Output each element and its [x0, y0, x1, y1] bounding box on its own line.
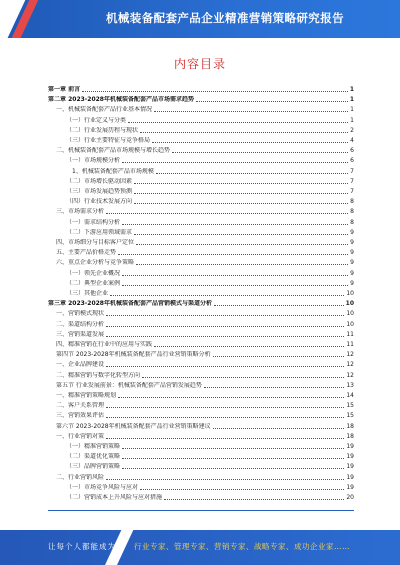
toc-entry[interactable]: [48, 359, 354, 369]
toc-page-number: 11: [346, 330, 354, 338]
toc-entry[interactable]: [48, 482, 354, 492]
toc-dot-leader: [122, 448, 344, 449]
toc-dot-leader: [196, 101, 348, 102]
toc-entry[interactable]: [48, 410, 354, 420]
toc-heading: 内容目录: [173, 57, 226, 71]
toc-page-number: 10: [346, 290, 354, 297]
toc-entry[interactable]: [48, 441, 354, 451]
toc-dot-leader: [156, 173, 348, 174]
toc-entry-title: 一、营销模式现状: [56, 310, 105, 318]
toc-entry[interactable]: [48, 155, 354, 165]
toc-page-number: 9: [350, 279, 354, 287]
toc-entry-title: 第三章 2023-2028年机械装备配套产品营销模式与渠道分析: [48, 300, 212, 308]
toc-entry-title: 一、企业品牌建设: [56, 361, 105, 369]
toc-entry-title: 一、精准营销策略规划: [56, 392, 117, 399]
toc-entry-title: （二）渠道优化策略: [66, 453, 121, 461]
toc-dot-leader: [152, 142, 348, 143]
toc-entry[interactable]: [48, 380, 354, 390]
toc-entry-title: （二）下游应用领域需求: [66, 228, 133, 236]
toc-entry[interactable]: [48, 237, 354, 247]
toc-page-number: 4: [350, 137, 354, 144]
toc-entry-title: （一）精准营销策略: [66, 443, 121, 450]
toc-entry-title: 第五节 行业发展前景：机械装备配套产品营销发展趋势: [56, 381, 202, 389]
toc-entry[interactable]: [48, 257, 354, 267]
toc-entry-title: （一）市场规模分析: [66, 157, 121, 165]
table-of-contents: [48, 84, 354, 502]
toc-entry-title: （一）行业定义与分类: [66, 116, 127, 124]
toc-page-number: 14: [346, 392, 354, 399]
toc-page-number: 1: [350, 106, 354, 114]
footer-slogan: 让每个人都能成为: [48, 542, 116, 551]
toc-dot-leader: [110, 295, 344, 296]
toc-page-number: 1: [349, 86, 354, 93]
toc-page-number: 10: [346, 310, 354, 318]
toc-entry-title: （一）领先企业概况: [66, 269, 121, 277]
toc-entry[interactable]: [48, 125, 354, 135]
toc-page-number: 2: [350, 126, 354, 134]
toc-page-number: 8: [350, 198, 354, 206]
toc-entry-title: （二）市场增长驱动因素: [66, 177, 133, 185]
toc-entry-title: 五、主要产品价格走势: [56, 249, 117, 257]
toc-entry-title: 二、精准营销与数字化转型方向: [56, 371, 141, 379]
toc-entry-title: 三、市场需求分析: [56, 208, 105, 216]
toc-dot-leader: [122, 224, 348, 225]
toc-entry[interactable]: [48, 247, 354, 257]
toc-page-number: 8: [350, 208, 354, 216]
toc-entry[interactable]: [48, 461, 354, 471]
toc-entry-title: （一）需求结构分析: [66, 218, 121, 226]
toc-entry[interactable]: [48, 176, 354, 186]
toc-dot-leader: [122, 162, 348, 163]
toc-page-number: 20: [346, 494, 354, 501]
toc-page-number: 8: [350, 218, 354, 226]
toc-page-number: 6: [350, 147, 354, 155]
toc-page-number: 15: [346, 402, 354, 410]
toc-entry-title: 二、渠道结构分析: [56, 320, 105, 328]
toc-entry-title: 四、市场细分与目标客户定位: [56, 239, 135, 246]
toc-dot-leader: [106, 479, 344, 480]
footer-banner: [0, 530, 400, 565]
toc-dot-leader: [106, 438, 344, 439]
toc-entry[interactable]: [48, 349, 354, 359]
toc-dot-leader: [214, 305, 344, 306]
toc-page-number: 18: [346, 432, 354, 440]
toc-page-number: 11: [346, 341, 354, 348]
toc-dot-leader: [122, 285, 348, 286]
toc-page-number: 19: [346, 463, 354, 471]
toc-page-number: 9: [350, 249, 354, 257]
toc-entry-title: 一、行业营销对策: [56, 432, 105, 440]
toc-dot-leader: [106, 315, 344, 316]
toc-entry-title: 三、营销渠道发展: [56, 330, 105, 338]
toc-entry[interactable]: [48, 431, 354, 441]
toc-entry[interactable]: [48, 492, 354, 502]
toc-dot-leader: [140, 132, 348, 133]
toc-page-number: 19: [346, 483, 354, 491]
toc-entry-title: 第一章 前言: [48, 86, 81, 93]
toc-dot-leader: [213, 356, 345, 357]
toc-entry[interactable]: [48, 278, 354, 288]
toc-dot-leader: [122, 458, 344, 459]
toc-entry-title: 第四节 2023-2028年机械装备配套产品行业营销策略分析: [56, 351, 211, 359]
toc-page-number: 9: [350, 269, 354, 277]
toc-entry-title: 三、营销效果评估: [56, 412, 105, 420]
toc-dot-leader: [118, 254, 348, 255]
toc-page-number: 9: [350, 239, 354, 246]
toc-dot-leader: [106, 213, 348, 214]
toc-dot-leader: [134, 234, 348, 235]
toc-entry[interactable]: [48, 288, 354, 298]
toc-entry[interactable]: [48, 104, 354, 114]
toc-page-number: 7: [350, 177, 354, 185]
toc-entry-title: （三）市场发展趋势预测: [66, 188, 133, 195]
toc-entry-title: 一、机械装备配套产品行业基本情况: [56, 106, 153, 114]
toc-dot-leader: [106, 366, 344, 367]
toc-entry[interactable]: [48, 115, 354, 125]
toc-dot-leader: [82, 91, 348, 92]
footer-roles: 行业专家、管理专家、营销专家、战略专家、成功企业家……: [134, 542, 350, 551]
toc-entry-title: 第六节 2023-2028年机械装备配套产品行业营销策略建议: [56, 422, 211, 430]
toc-entry-title: 1、机械装备配套产品市场规模: [72, 167, 154, 175]
toc-entry[interactable]: [48, 135, 354, 145]
toc-page-number: 7: [350, 167, 354, 175]
toc-dot-leader: [106, 417, 344, 418]
toc-entry[interactable]: [48, 472, 354, 482]
toc-dot-leader: [213, 428, 345, 429]
toc-page-number: 13: [346, 381, 354, 389]
toc-entry-title: （二）行业发展历程与现状: [66, 126, 139, 134]
toc-entry[interactable]: [48, 227, 354, 237]
toc-dot-leader: [136, 244, 348, 245]
toc-page-number: 1: [350, 116, 354, 124]
toc-entry[interactable]: [48, 329, 354, 339]
toc-entry-title: （三）品牌营销策略: [66, 463, 121, 471]
toc-dot-leader: [122, 468, 344, 469]
toc-entry[interactable]: [48, 145, 354, 155]
toc-dot-leader: [106, 336, 344, 337]
toc-entry-title: （三）行业主要特征与竞争格局: [66, 137, 151, 144]
toc-dot-leader: [204, 387, 344, 388]
toc-entry[interactable]: [48, 370, 354, 380]
toc-entry-title: （一）市场竞争风险与应对: [66, 483, 139, 491]
toc-dot-leader: [128, 122, 348, 123]
toc-page-number: 12: [346, 371, 354, 379]
toc-entry[interactable]: [48, 451, 354, 461]
toc-entry[interactable]: [48, 217, 354, 227]
toc-entry[interactable]: [48, 298, 354, 308]
toc-dot-leader: [118, 397, 344, 398]
toc-page-number: 7: [350, 188, 354, 195]
toc-page-number: 19: [346, 443, 354, 450]
toc-page-number: 9: [350, 259, 354, 267]
toc-page-number: 18: [346, 422, 354, 430]
toc-entry[interactable]: [48, 319, 354, 329]
toc-entry-title: （二）典型企业案例: [66, 279, 121, 287]
toc-entry[interactable]: [48, 206, 354, 216]
toc-entry-title: 二、机械装备配套产品市场规模与增长趋势: [56, 147, 171, 155]
toc-entry-title: 六、重点企业分析与竞争策略: [56, 259, 135, 267]
report-title: 机械装备配套产品企业精准营销策略研究报告: [106, 11, 344, 25]
toc-entry[interactable]: [48, 196, 354, 206]
toc-entry-title: 四、精准营销在行业中的应用与实践: [56, 341, 153, 348]
toc-page-number: 9: [350, 228, 354, 236]
toc-dot-leader: [106, 407, 344, 408]
toc-page-number: 10: [345, 300, 354, 308]
toc-dot-leader: [154, 346, 344, 347]
toc-entry[interactable]: [48, 308, 354, 318]
toc-dot-leader: [136, 264, 348, 265]
toc-entry[interactable]: [48, 166, 354, 176]
toc-entry-title: （四）行业技术发展方向: [66, 198, 133, 206]
toc-entry-title: 二、客户关系管理: [56, 402, 105, 410]
toc-dot-leader: [154, 111, 348, 112]
toc-page-number: 1: [349, 96, 354, 104]
toc-entry-title: 第二章 2023-2028年机械装备配套产品市场需求趋势: [48, 96, 194, 104]
toc-page-number: 10: [346, 320, 354, 328]
toc-dot-leader: [140, 489, 344, 490]
toc-entry-title: （二）营销成本上升风险与应对措施: [66, 494, 163, 501]
toc-page-number: 6: [350, 157, 354, 165]
toc-entry[interactable]: [48, 400, 354, 410]
toc-page-number: 19: [346, 473, 354, 481]
toc-dot-leader: [106, 326, 344, 327]
toc-dot-leader: [164, 499, 344, 500]
toc-entry[interactable]: [48, 339, 354, 349]
toc-page-number: 15: [346, 412, 354, 420]
toc-entry[interactable]: [48, 421, 354, 431]
toc-entry[interactable]: [48, 268, 354, 278]
toc-entry[interactable]: [48, 94, 354, 104]
report-header-banner: [0, 0, 400, 38]
toc-dot-leader: [134, 203, 348, 204]
toc-dot-leader: [122, 275, 348, 276]
toc-dot-leader: [172, 152, 348, 153]
toc-page-number: 12: [346, 351, 354, 359]
toc-entry[interactable]: [48, 186, 354, 196]
toc-page-number: 12: [346, 361, 354, 369]
toc-entry-title: （三）其他企业: [66, 290, 109, 297]
toc-entry[interactable]: [48, 84, 354, 94]
toc-dot-leader: [134, 183, 348, 184]
toc-dot-leader: [134, 193, 348, 194]
toc-page-number: 19: [346, 453, 354, 461]
toc-dot-leader: [142, 377, 344, 378]
bottom-divider: [48, 510, 354, 511]
toc-entry[interactable]: [48, 390, 354, 400]
toc-entry-title: 二、行业营销风险: [56, 473, 105, 481]
